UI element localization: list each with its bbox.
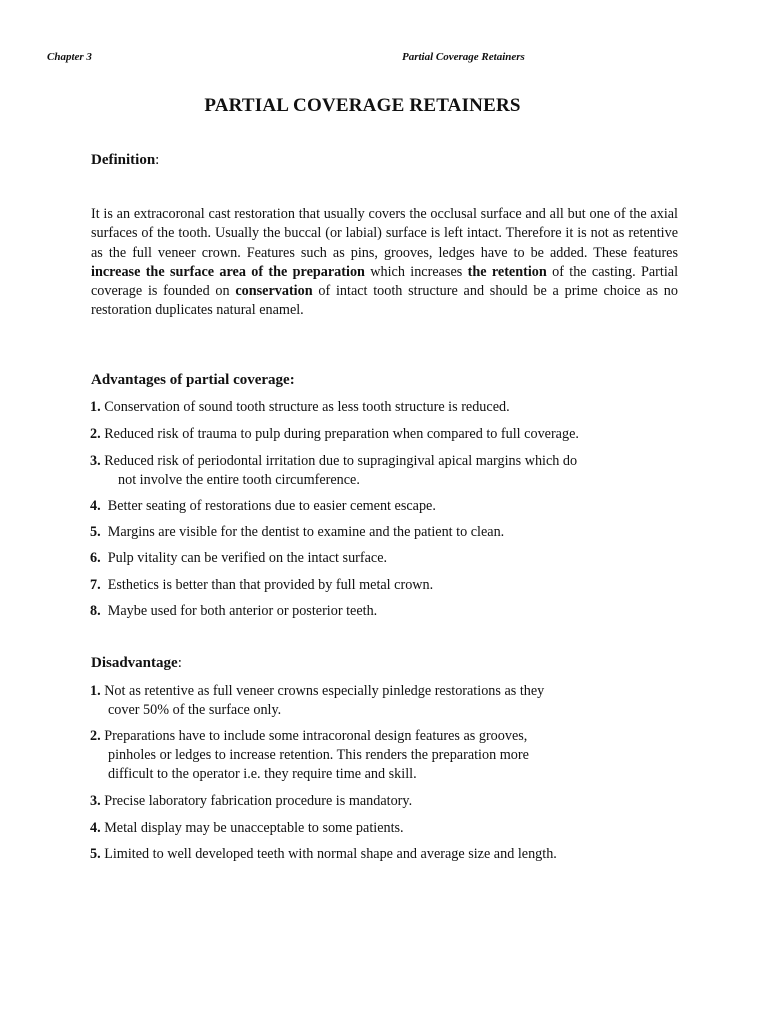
advantage-item: [90, 497, 436, 517]
disadvantage-number: 5.: [90, 846, 101, 862]
advantage-number: 2.: [90, 426, 101, 442]
advantage-number: 6.: [90, 550, 101, 566]
disadvantage-continuation: difficult to the operator i.e. they require time and skill.: [108, 766, 417, 782]
advantage-text: Conservation of sound tooth structure as less tooth structure is reduced.: [104, 399, 510, 415]
disadvantage-text: Metal display may be unacceptable to some patients.: [104, 820, 404, 836]
disadvantage-continuation: cover 50% of the surface only.: [108, 702, 282, 718]
disadvantage-number: 1.: [90, 683, 101, 699]
disadvantage-number: 3.: [90, 793, 101, 809]
disadvantage-heading-colon: :: [177, 655, 182, 671]
advantage-item: [90, 576, 433, 596]
page-title: PARTIAL COVERAGE RETAINERS: [204, 95, 521, 116]
advantage-continuation: not involve the entire tooth circumference.: [118, 472, 360, 488]
disadvantage-text: Limited to well developed teeth with normal shape and average size and length.: [104, 846, 557, 862]
definition-heading-text: Definition: [91, 152, 156, 168]
disadvantage-item: [90, 845, 557, 865]
disadvantage-item: [90, 727, 527, 747]
advantage-text: Margins are visible for the dentist to examine and the patient to clean.: [107, 524, 505, 540]
definition-paragraph: [91, 205, 678, 321]
disadvantage-text: Preparations have to include some intracoronal design features as grooves,: [104, 728, 528, 744]
disadvantage-item: [90, 792, 412, 812]
disadvantage-item: [90, 819, 404, 839]
advantage-item: [90, 549, 387, 569]
definition-heading-colon: :: [155, 152, 160, 168]
advantage-item: [90, 523, 504, 543]
definition-bold-3: conservation: [235, 283, 313, 300]
advantage-text: Reduced risk of trauma to pulp during preparation when compared to full coverage.: [104, 426, 579, 442]
definition-bold-1: increase the surface area of the preparation: [91, 263, 365, 280]
advantage-item: [90, 398, 510, 418]
advantage-number: 1.: [90, 399, 101, 415]
disadvantage-number: 2.: [90, 728, 101, 744]
disadvantage-text: Not as retentive as full veneer crowns especially pinledge restorations as they: [104, 683, 545, 699]
advantage-number: 3.: [90, 453, 101, 469]
advantage-number: 8.: [90, 603, 101, 619]
disadvantage-item: [90, 682, 544, 702]
advantage-item: [90, 425, 579, 445]
advantage-text: Pulp vitality can be verified on the intact surface.: [107, 550, 388, 566]
advantage-number: 4.: [90, 498, 101, 514]
definition-text-3: of the casting. Partial coverage is founded on: [91, 263, 679, 300]
running-title: Partial Coverage Retainers: [402, 51, 525, 63]
advantage-text: Better seating of restorations due to easier cement escape.: [107, 498, 436, 514]
advantages-heading: Advantages of partial coverage:: [91, 372, 295, 388]
advantage-item: [90, 452, 577, 472]
chapter-label: Chapter 3: [47, 51, 92, 63]
advantage-item: [90, 602, 377, 622]
advantage-number: 5.: [90, 524, 101, 540]
definition-text-4: of intact tooth structure and should be a prime choice as no restoration duplicates natural enamel.: [91, 283, 678, 319]
definition-bold-2: the retention: [467, 263, 547, 280]
disadvantage-continuation: pinholes or ledges to increase retention. This renders the preparation more: [108, 747, 529, 763]
definition-text-2: which increases: [364, 263, 468, 280]
disadvantage-text: Precise laboratory fabrication procedure is mandatory.: [104, 793, 413, 809]
advantage-text: Maybe used for both anterior or posterior teeth.: [107, 603, 378, 619]
disadvantage-number: 4.: [90, 820, 101, 836]
advantage-text: Esthetics is better than that provided by full metal crown.: [107, 577, 434, 593]
disadvantage-heading: [91, 655, 182, 672]
disadvantage-heading-text: Disadvantage: [91, 655, 178, 671]
advantage-text: Reduced risk of periodontal irritation due to supragingival apical margins which do: [104, 453, 578, 469]
definition-text-1: It is an extracoronal cast restoration that usually covers the occlusal surface and all but one of the axial surfaces of the tooth. Usually the buccal (or labial) surface is left intact. Therefore it is not as retentive as the full veneer crown. Features such as pins, grooves, ledges have to be added. These features: [91, 206, 678, 261]
definition-heading: [91, 152, 159, 169]
advantage-number: 7.: [90, 577, 101, 593]
